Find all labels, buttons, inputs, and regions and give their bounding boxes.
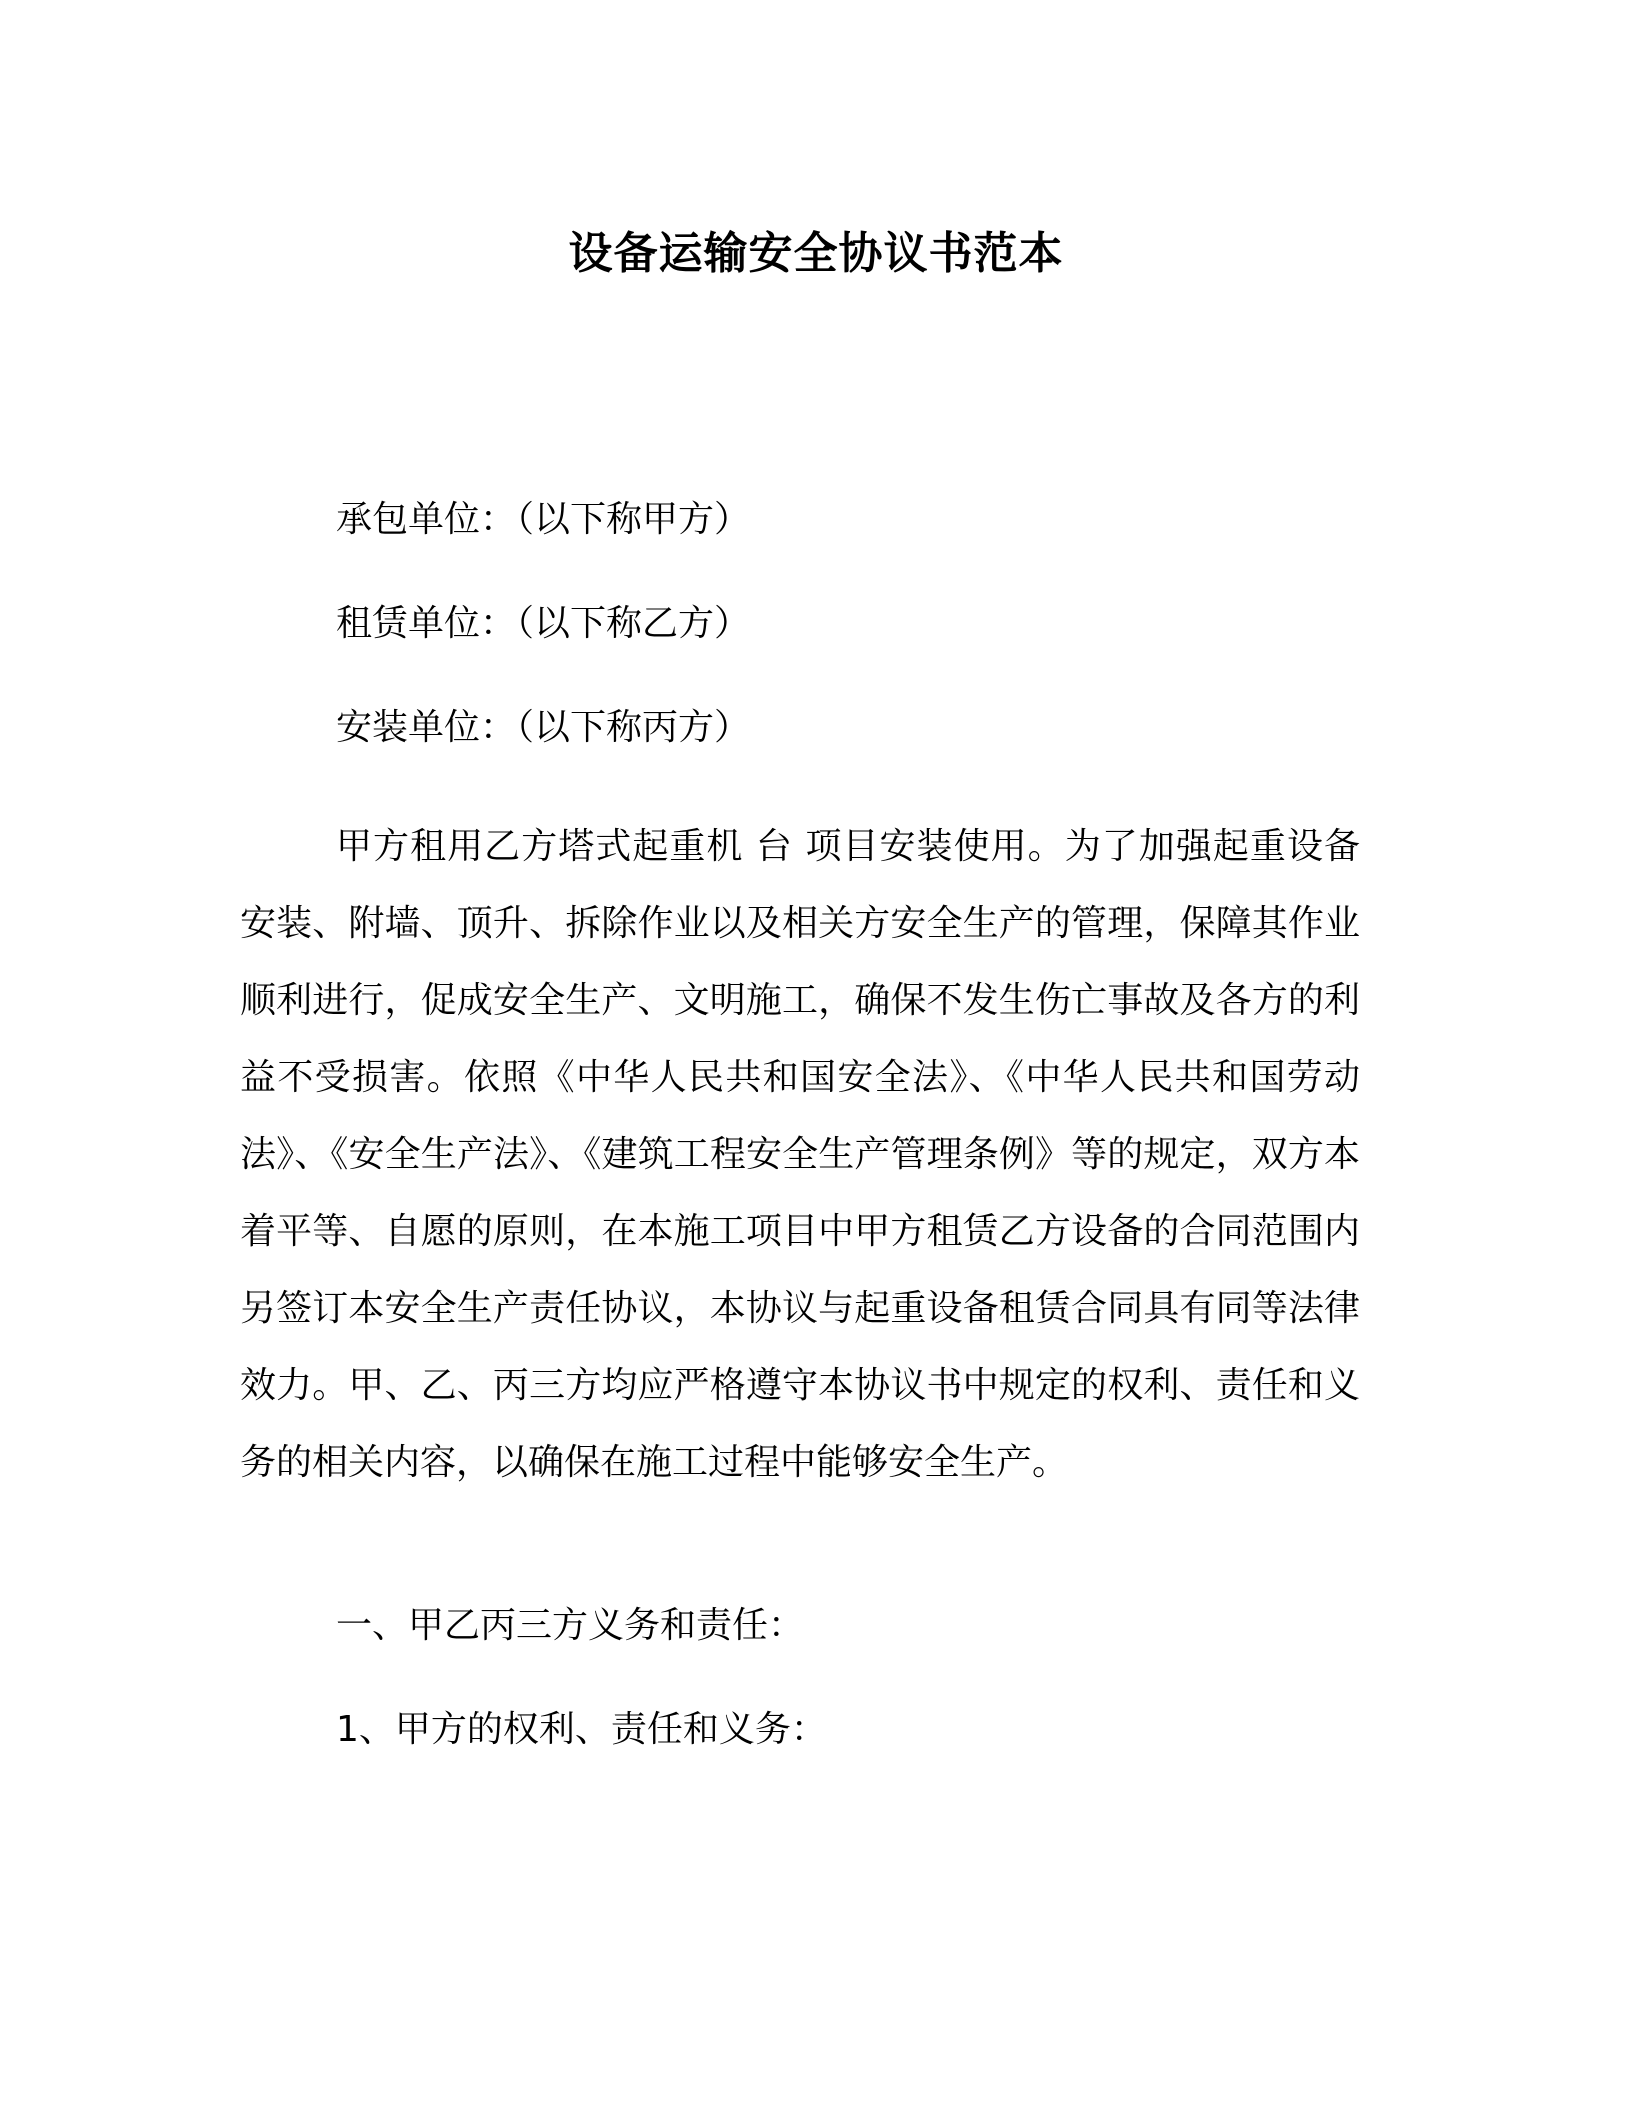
party-contractor: 承包单位：（以下称甲方）	[336, 499, 751, 540]
document-title: 设备运输安全协议书范本	[568, 228, 1064, 279]
subsection-heading: 1、甲方的权利、责任和义务：	[336, 1709, 827, 1750]
intro-paragraph: 甲方租用乙方塔式起重机 台 项目安装使用。为了加强起重设备安装、附墙、顶升、拆除作业以及相关方安全生产的管理，保障其作业顺利进行，促成安全生产、文明施工，确保不发生伤亡事故及各方的利益不受损害。依照《中华人民共和国安全法》、《中华人民共和国劳动法》、《安全生产法》、《建筑工程安全生产管理条例》等的规定，双方本着平等、自愿的原则，在本施工项目中甲方租赁乙方设备的合同范围内另签订本安全生产责任协议，本协议与起重设备租赁合同具有同等法律效力。甲、乙、丙三方均应严格遵守本协议书中规定的权利、责任和义务的相关内容，以确保在施工过程中能够安全生产。	[240, 826, 1360, 1483]
party-lessor: 租赁单位：（以下称乙方）	[336, 603, 751, 644]
section-heading: 一、甲乙丙三方义务和责任：	[336, 1605, 805, 1646]
party-installer: 安装单位：（以下称丙方）	[336, 707, 751, 748]
